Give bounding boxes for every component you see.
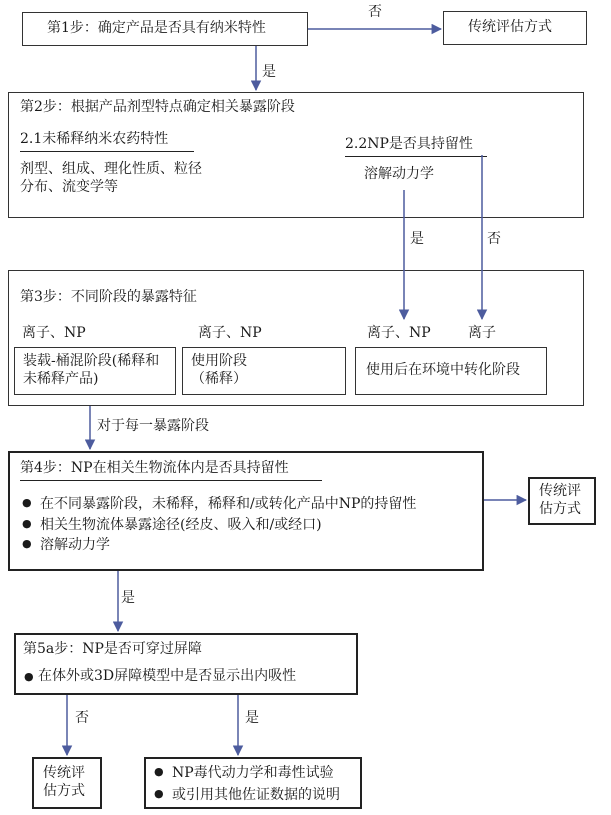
step3-transition-label: 对于每一暴露阶段 (97, 418, 209, 434)
step3-stage-label-4: 离子 (468, 325, 496, 341)
step4-bullet: ● 溶解动力学 (22, 537, 416, 555)
step5-bullet: 在体外或3D屏障模型中是否显示出内吸性 (38, 668, 297, 684)
step5-no-label: 否 (75, 710, 89, 726)
step5-bullet-dot: ● (24, 670, 34, 683)
step4-title: 第4步：NP在相关生物流体内是否具持留性 (20, 460, 322, 481)
step2-right-body: 溶解动力学 (364, 166, 434, 182)
step3-stage-text-1: 装载-桶混阶段(稀释和未稀释产品) (23, 353, 160, 387)
step1-result: 传统评估方式 (468, 19, 552, 35)
step1-title: 第1步：确定产品是否具有纳米特性 (47, 20, 266, 36)
step4-bullet: ● 在不同暴露阶段，未稀释，稀释和/或转化产品中NP的持留性 (22, 496, 416, 514)
step4-yes-label: 是 (121, 590, 135, 606)
step2-left-heading: 2.1未稀释纳米农药特性 (20, 131, 194, 152)
step3-stage-label-3: 离子、NP (367, 325, 431, 341)
step5-title: 第5a步：NP是否可穿过屏障 (23, 641, 202, 657)
step3-stage-label-1: 离子、NP (22, 325, 86, 341)
step2-left-body: 剂型、组成、理化性质、粒径分布、流变学等 (20, 161, 202, 195)
step4-result: 传统评估方式 (539, 483, 581, 517)
step2-no-label: 否 (487, 231, 501, 247)
step3-stage-text-2: 使用阶段（稀释） (191, 353, 247, 387)
step3-stage-label-2: 离子、NP (198, 325, 262, 341)
step2-yes-label: 是 (410, 231, 424, 247)
step5-no-result: 传统评估方式 (43, 765, 85, 799)
step3-title: 第3步：不同阶段的暴露特征 (20, 289, 197, 305)
step2-title: 第2步：根据产品剂型特点确定相关暴露阶段 (20, 99, 295, 115)
step3-stage-text-3: 使用后在环境中转化阶段 (366, 362, 520, 378)
step1-no-label: 否 (368, 4, 382, 20)
step1-yes-label: 是 (262, 64, 276, 80)
step5-yes-bullet: ● NP毒代动力学和毒性试验 (154, 765, 340, 783)
step5-yes-label: 是 (245, 710, 259, 726)
step5-yes-bullet: ● 或引用其他佐证数据的说明 (154, 787, 340, 805)
step4-bullet: ● 相关生物流体暴露途径(经皮、吸入和/或经口) (22, 517, 416, 535)
step2-right-heading: 2.2NP是否具持留性 (345, 136, 487, 157)
